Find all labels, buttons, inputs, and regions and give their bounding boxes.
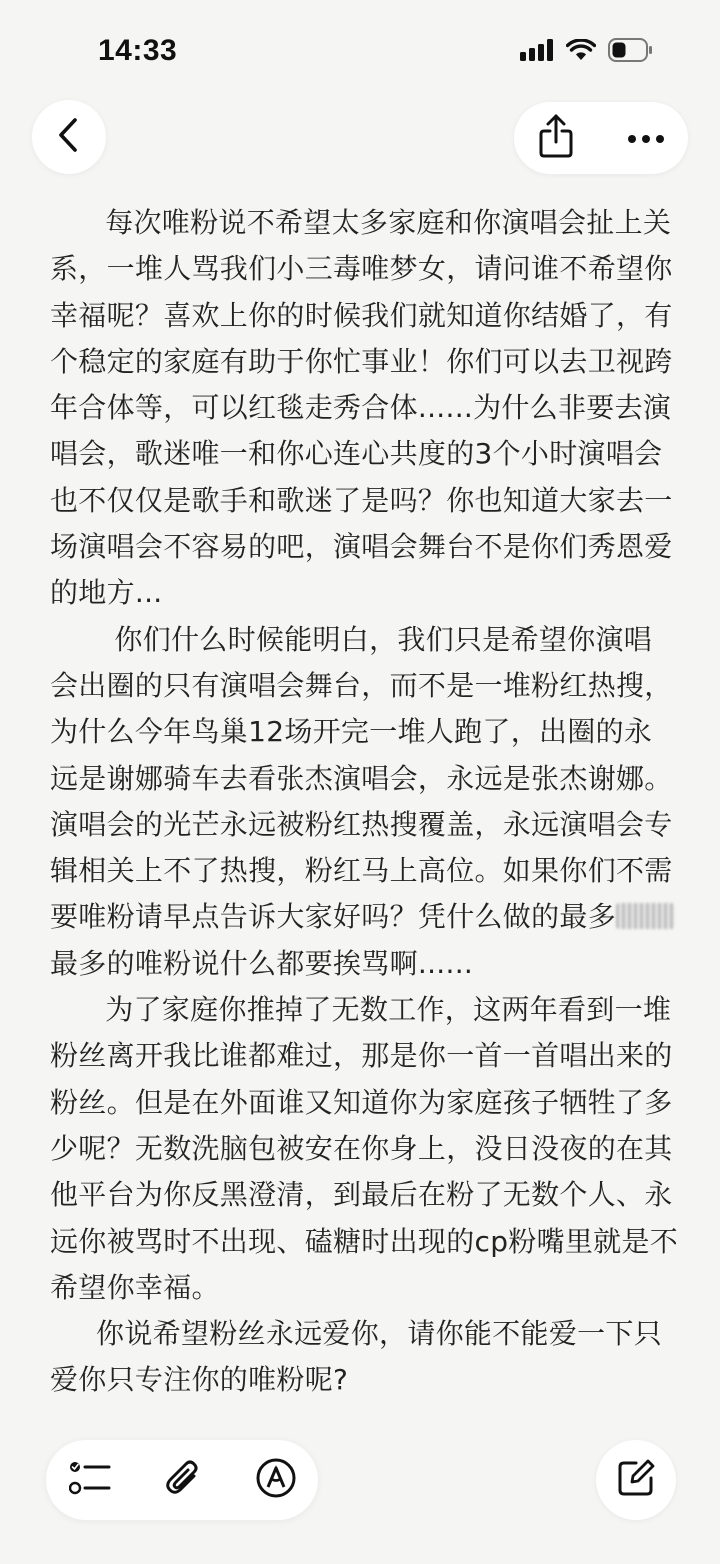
note-body[interactable] [50, 200, 680, 1404]
blurred-text [616, 903, 674, 929]
note-text: 你们什么时候能明白，我们只是希望你演唱会出圈的只有演唱会舞台，而不是一堆粉红热搜，为什么今年鸟巢12场开完一堆人跑了，出圈的永远是谢娜骑车去看张杰演唱会，永远是张杰谢娜。演唱会的光芒永远被粉红热搜覆盖，永远演唱会专辑相关上不了热搜，粉红马上高位。如果你们不需要唯粉请早点告诉大家好吗？凭什么做的最多 [50, 622, 673, 934]
share-button[interactable] [514, 102, 598, 174]
share-icon [538, 113, 574, 163]
checklist-button[interactable] [50, 1440, 130, 1520]
paperclip-icon [164, 1456, 204, 1504]
markup-button[interactable] [236, 1440, 316, 1520]
battery-icon [608, 38, 654, 66]
signal-icon [520, 39, 554, 65]
note-text: 每次唯粉说不希望太多家庭和你演唱会扯上关系，一堆人骂我们小三毒唯梦女，请问谁不希望你幸福呢？喜欢上你的时候我们就知道你结婚了，有个稳定的家庭有助于你忙事业！你们可以去卫视跨年合体等，可以红毯走秀合体......为什么非要去演唱会，歌迷唯一和你心连心共度的3个小时演唱会也不仅仅是歌手和歌迷了是吗？你也知道大家去一场演唱会不容易的吧，演唱会舞台不是你们秀恩爱的地方... [50, 206, 673, 610]
back-button[interactable] [32, 100, 106, 174]
status-bar [0, 0, 720, 100]
wifi-icon [566, 39, 596, 65]
markup-pen-icon [255, 1457, 297, 1503]
status-icons [520, 38, 654, 66]
attachment-button[interactable] [144, 1440, 224, 1520]
bottom-toolbar [46, 1440, 318, 1520]
note-paragraph [50, 1311, 680, 1404]
compose-button[interactable] [596, 1440, 676, 1520]
top-actions [514, 102, 688, 174]
compose-icon [616, 1458, 656, 1502]
chevron-left-icon [55, 117, 83, 157]
status-time: 14:33 [98, 34, 178, 67]
note-text: 最多的唯粉说什么都要挨骂啊...... [50, 946, 474, 980]
note-paragraph [50, 200, 680, 617]
note-text: 为了家庭你推掉了无数工作，这两年看到一堆粉丝离开我比谁都难过，那是你一首一首唱出来的粉丝。但是在外面谁又知道你为家庭孩子牺牲了多少呢？无数洗脑包被安在你身上，没日没夜的在其他平台为你反黑澄清，到最后在粉了无数个人、永远你被骂时不出现、磕糖时出现的cp粉嘴里就是不希望你幸福。 [50, 993, 679, 1304]
ellipsis-icon [627, 129, 665, 148]
more-button[interactable] [604, 102, 688, 174]
note-paragraph [50, 617, 680, 987]
note-text: 你说希望粉丝永远爱你，请你能不能爱一下只爱你只专注你的唯粉呢? [50, 1317, 663, 1397]
note-paragraph [50, 987, 680, 1311]
checklist-icon [69, 1459, 111, 1501]
